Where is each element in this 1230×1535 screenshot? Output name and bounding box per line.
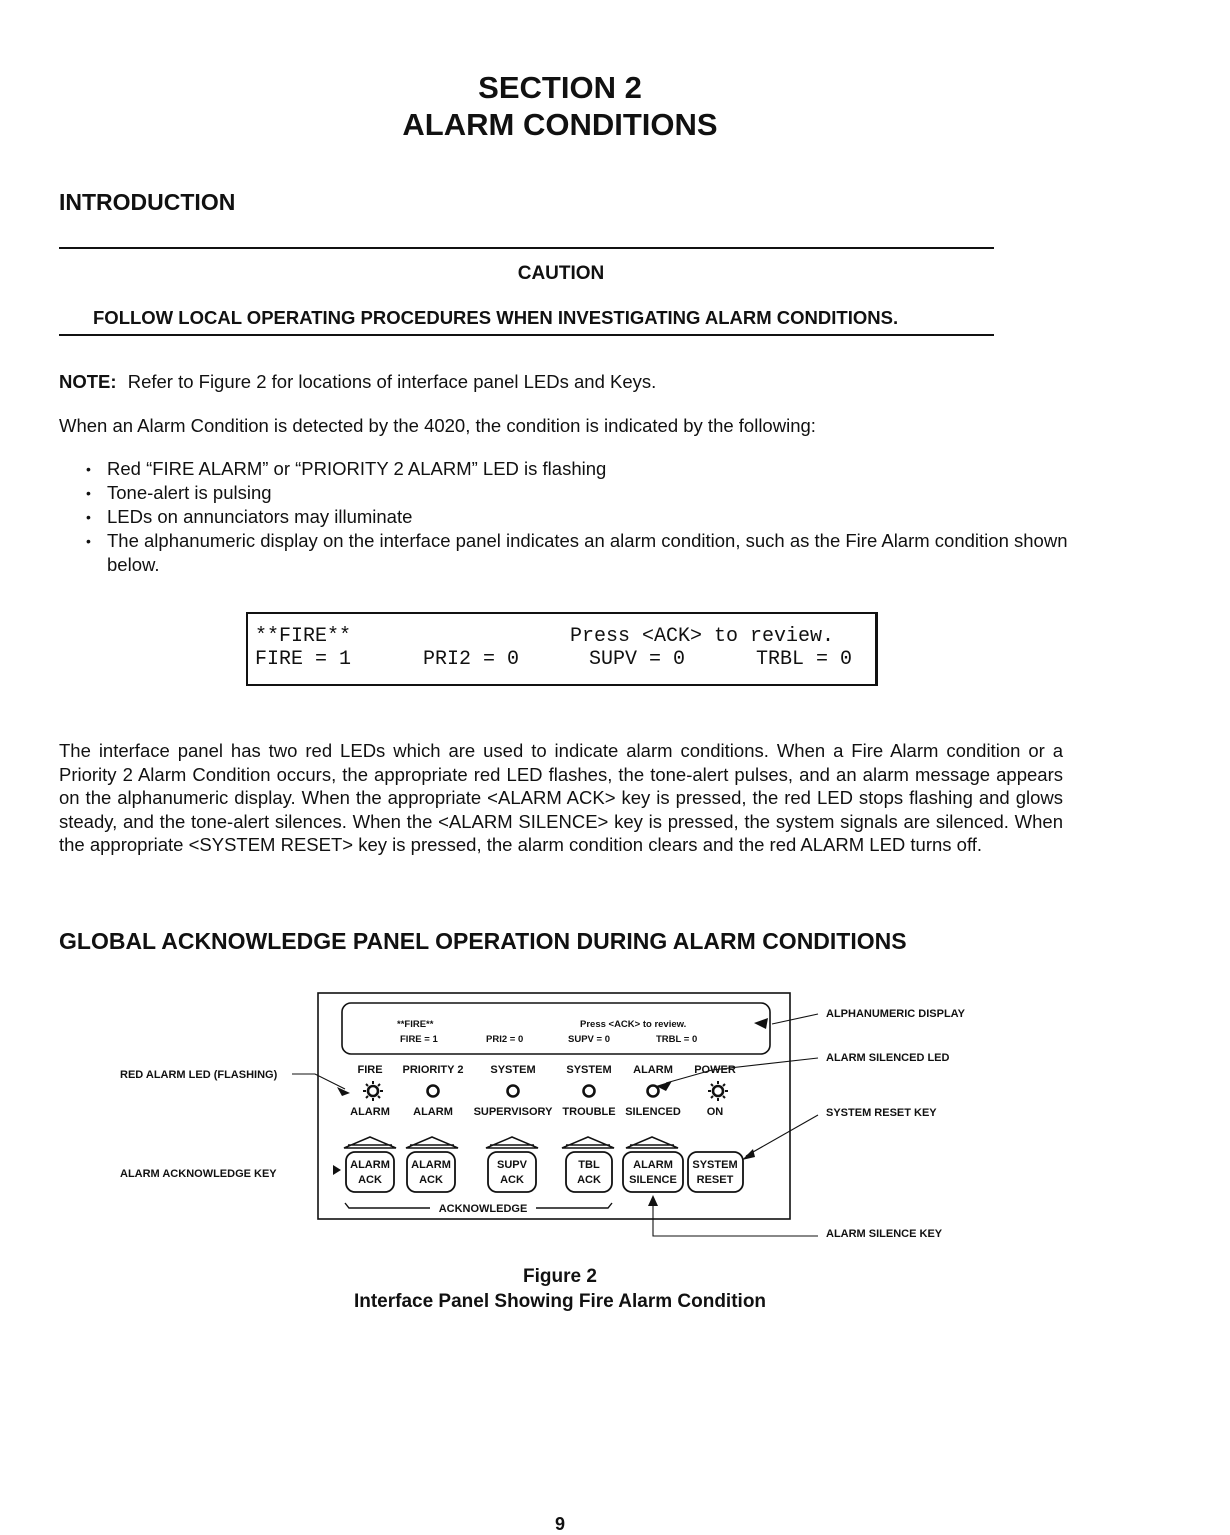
key-label: ALARM (350, 1159, 390, 1171)
section-title: ALARM CONDITIONS (402, 107, 718, 142)
priority2-led-icon (428, 1086, 439, 1097)
key-indicator-triangle-icon (406, 1137, 458, 1148)
alarm-ack-key-fire[interactable] (346, 1152, 394, 1192)
key-indicator-triangle-icon (486, 1137, 538, 1148)
global-acknowledge-heading: GLOBAL ACKNOWLEDGE PANEL OPERATION DURING ALARM CONDITIONS (59, 928, 907, 954)
key-label: SYSTEM (692, 1159, 738, 1171)
led-label-alarm: ALARM (633, 1064, 673, 1076)
alarm-led-paragraph: The interface panel has two red LEDs which are used to indicate alarm conditions. When a Fire Alarm condition or a Priority 2 Alarm Condition occurs, the appropriate red LED flashes, the tone-alert pulses, and an alarm message appears on the alphanumeric display. When the appropriate <ALARM ACK> key is pressed, the red LED stops flashing and glows steady, and the tone-alert silences. When the <ALARM SILENCE> key is pressed, the system signals are silenced. When the appropriate <SYSTEM RESET> key is pressed, the alarm condition clears and the red ALARM LED turns off. (59, 740, 1063, 855)
page-number: 9 (554, 1514, 565, 1534)
panel-lcd-supv: SUPV = 0 (568, 1034, 610, 1045)
display-line1-right: Press <ACK> to review. (570, 625, 835, 648)
led-label-system: SYSTEM (566, 1064, 612, 1076)
led-label-fire: FIRE (357, 1064, 383, 1076)
led-sub-silenced: SILENCED (625, 1106, 681, 1118)
alarm-ack-pointer-icon (333, 1165, 341, 1175)
silenced-led-icon (648, 1086, 659, 1097)
acknowledge-group-label: ACKNOWLEDGE (438, 1203, 528, 1215)
bullet-item: • Red “FIRE ALARM” or “PRIORITY 2 ALARM” LED is flashing (80, 457, 1080, 481)
section-label: SECTION 2 (478, 70, 642, 105)
key-label: ALARM (411, 1159, 451, 1171)
leader-alphanumeric-display (772, 1014, 818, 1024)
key-indicator-triangle-icon (626, 1137, 678, 1148)
panel-lcd-line1-right: Press <ACK> to review. (580, 1019, 687, 1030)
callout-alarm-silence-key: ALARM SILENCE KEY (826, 1228, 943, 1240)
display-fire-count: FIRE = 1 (255, 648, 352, 671)
panel-lcd-line1-left: **FIRE** (397, 1019, 434, 1030)
tbl-ack-key[interactable] (566, 1152, 612, 1192)
panel-lcd-fire: FIRE = 1 (400, 1034, 438, 1045)
supervisory-led-icon (508, 1086, 519, 1097)
key-indicator-triangle-icon (344, 1137, 396, 1148)
arrowhead-icon (742, 1149, 755, 1160)
key-label: ACK (500, 1174, 524, 1186)
led-sub-alarm: ALARM (350, 1106, 390, 1118)
display-trbl-count: TRBL = 0 (756, 648, 853, 671)
arrow-tip-icon (754, 1018, 768, 1029)
display-line1-left: **FIRE** (255, 625, 352, 648)
led-label-power: POWER (694, 1064, 736, 1076)
panel-lcd-pri2: PRI2 = 0 (486, 1034, 524, 1045)
power-on-led-icon (708, 1081, 728, 1101)
caution-bottom-rule (59, 334, 994, 336)
led-label-system: SYSTEM (490, 1064, 536, 1076)
key-label: SUPV (497, 1159, 527, 1171)
key-label: ACK (577, 1174, 601, 1186)
supv-ack-key[interactable] (488, 1152, 536, 1192)
figure-caption-number: Figure 2 (523, 1266, 597, 1287)
led-sub-on: ON (706, 1106, 724, 1118)
caution-label: CAUTION (517, 263, 605, 284)
introduction-heading: INTRODUCTION (59, 189, 236, 215)
key-label: TBL (578, 1159, 600, 1171)
note-line (59, 370, 656, 394)
callout-alarm-silenced-led: ALARM SILENCED LED (826, 1052, 950, 1064)
callout-alphanumeric-display: ALPHANUMERIC DISPLAY (826, 1008, 965, 1020)
display-pri2-count: PRI2 = 0 (423, 648, 520, 671)
led-sub-trouble: TROUBLE (562, 1106, 616, 1118)
interface-panel-figure (100, 985, 1000, 1250)
note-label: NOTE: (59, 371, 117, 392)
lead-paragraph: When an Alarm Condition is detected by the 4020, the condition is indicated by the following: (59, 415, 816, 436)
alarm-silence-key[interactable] (623, 1152, 683, 1192)
figure-caption-title: Interface Panel Showing Fire Alarm Condition (353, 1291, 767, 1312)
display-supv-count: SUPV = 0 (589, 648, 686, 671)
led-sub-supervisory: SUPERVISORY (473, 1106, 553, 1118)
key-label: ACK (358, 1174, 382, 1186)
caution-top-rule (59, 247, 994, 249)
led-label-priority-2: PRIORITY 2 (402, 1064, 464, 1076)
bullet-item: • The alphanumeric display on the interface panel indicates an alarm condition, such as the Fire Alarm condition shown below. (80, 529, 1080, 577)
key-label: ALARM (633, 1159, 673, 1171)
fire-alarm-led-flashing-icon (363, 1081, 383, 1101)
key-label: ACK (419, 1174, 443, 1186)
key-label: SILENCE (629, 1174, 677, 1186)
bullet-item: • LEDs on annunciators may illuminate (80, 505, 1080, 529)
alphanumeric-display-example (246, 612, 878, 686)
callout-system-reset-key: SYSTEM RESET KEY (826, 1107, 937, 1119)
bullet-item: • Tone-alert is pulsing (80, 481, 1080, 505)
caution-text: FOLLOW LOCAL OPERATING PROCEDURES WHEN INVESTIGATING ALARM CONDITIONS. (93, 307, 899, 328)
callout-alarm-ack-key: ALARM ACKNOWLEDGE KEY (120, 1168, 277, 1180)
led-sub-alarm: ALARM (413, 1106, 453, 1118)
key-indicator-triangle-icon (562, 1137, 614, 1148)
panel-lcd-trbl: TRBL = 0 (656, 1034, 698, 1045)
key-label: RESET (696, 1174, 734, 1186)
callout-red-alarm-led: RED ALARM LED (FLASHING) (120, 1069, 278, 1081)
alarm-ack-key-priority2[interactable] (407, 1152, 455, 1192)
arrowhead-icon (648, 1195, 658, 1206)
trouble-led-icon (584, 1086, 595, 1097)
leader-system-reset-key (746, 1115, 818, 1156)
system-reset-key[interactable] (688, 1152, 743, 1192)
note-text: Refer to Figure 2 for locations of interface panel LEDs and Keys. (127, 371, 657, 392)
indicator-bullet-list (80, 457, 1080, 577)
leader-alarm-silenced-led (666, 1058, 818, 1083)
